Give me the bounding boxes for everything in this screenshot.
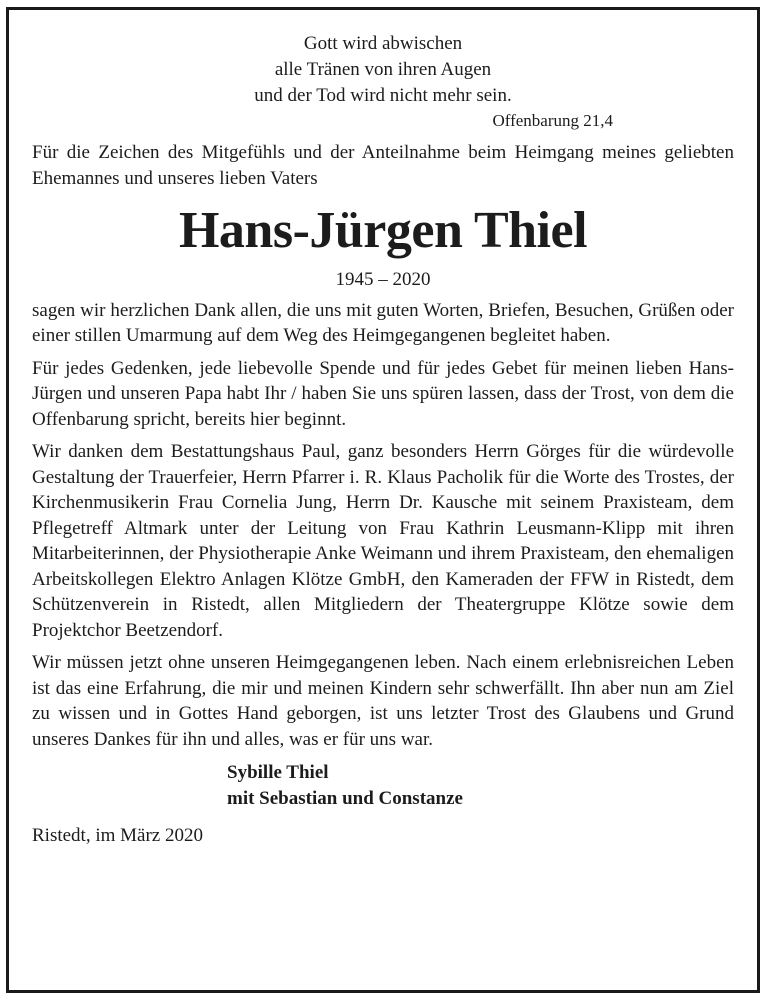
thanks-paragraph: Wir danken dem Bestattungshaus Paul, ganz besonders Herrn Görges für die würdevolle Gestaltung der Trauerfeier, Herrn Pfarrer i. R. Klaus Pacholik für die Worte des Trostes, der Kirchenmusikerin Frau Cornelia Jung, Herrn Dr. Kausche mit seinem Praxisteam, dem Pflegetreff Altmark unter der Leitung von Frau Kathrin Leusmann-Klipp mit ihren Mitarbeiterinnen, der Physiotherapie Anke Weimann und ihrem Praxisteam, den ehemaligen Arbeitskollegen Elektro Anlagen Klötze GmbH, den Kameraden der FFW in Ristedt, dem Schützenverein in Ristedt, allen Mitgliedern der Theatergruppe Klötze sowie dem Projektchor Beetzendorf. — [32, 441, 734, 641]
thanks-paragraph: sagen wir herzlichen Dank allen, die uns mit guten Worten, Briefen, Besuchen, Grüßen oder einer stillen Umarmung auf dem Weg des Heimgegangenen begleitet haben. — [32, 299, 734, 346]
intro-text: Für die Zeichen des Mitgefühls und der Anteilnahme beim Heimgang meines geliebten Ehemannes und unseres lieben Vaters — [32, 142, 734, 189]
verse-line: und der Tod wird nicht mehr sein. — [254, 85, 512, 106]
thanks-paragraph: Wir müssen jetzt ohne unseren Heimgegangenen leben. Nach einem erlebnisreichen Leben ist das eine Erfahrung, die mir und meinen Kindern sehr schwerfällt. Ihn aber nun am Ziel zu wissen und in Gottes Hand geborgen, ist uns letzter Trost des Glaubens und Grund unseres Dankes für ihn und alles, was er für uns war. — [32, 652, 734, 750]
signature-name: Sybille Thiel — [227, 762, 329, 783]
verse-line: alle Tränen von ihren Augen — [274, 59, 492, 80]
bible-verse — [32, 31, 734, 133]
verse-line: Gott wird abwischen — [303, 33, 463, 54]
thanks-paragraph: Für jedes Gedenken, jede liebevolle Spende und für jedes Gebet für meinen lieben Hans-Jürgen und unseren Papa habt Ihr / haben Sie uns spüren lassen, dass der Trost, von dem die Offenbarung spricht, bereits hier beginnt. — [32, 357, 734, 430]
signature — [32, 760, 734, 811]
signature-family: mit Sebastian und Constanze — [227, 787, 463, 809]
notice-frame — [6, 7, 760, 993]
place-date: Ristedt, im März 2020 — [32, 825, 203, 846]
notice-content — [32, 31, 734, 849]
deceased-name: Hans-Jürgen Thiel — [178, 202, 588, 259]
verse-reference: Offenbarung 21,4 — [492, 111, 613, 130]
life-years: 1945 – 2020 — [335, 269, 431, 290]
